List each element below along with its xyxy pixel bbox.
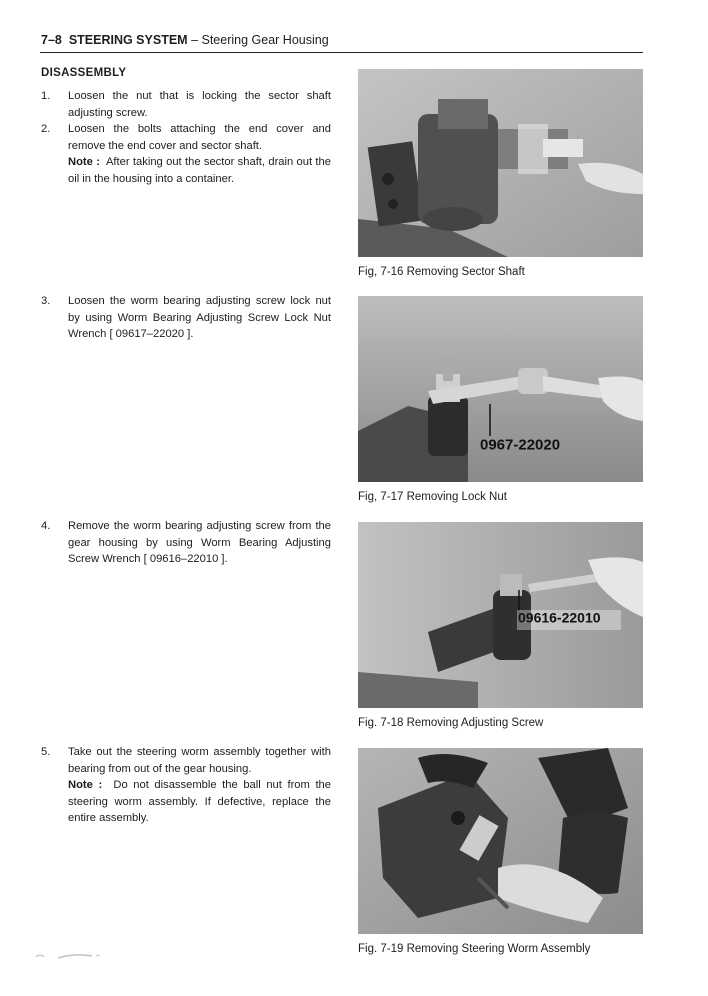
tool-number-label: 0967-22020: [480, 436, 561, 454]
step-3: [41, 293, 331, 343]
header-separator: –: [187, 33, 202, 47]
step-number: 5.: [41, 746, 51, 758]
section-title: DISASSEMBLY: [41, 67, 127, 79]
step-text: Take out the steering worm assembly together with bearing from out of the gear housing.: [68, 746, 331, 775]
figure-caption: Fig. 7-18 Removing Adjusting Screw: [358, 717, 544, 729]
step-note: [68, 154, 331, 187]
page-number: 7–8: [41, 33, 62, 47]
note-label: Note :: [68, 779, 103, 792]
step-5: [41, 744, 331, 827]
note-text: Do not disassemble the ball nut from the steering worm assembly. If defective, replace the entire assembly.: [68, 779, 331, 825]
scan-smudge: [34, 949, 124, 963]
step-text: Loosen the nut that is locking the sector shaft adjusting screw.: [68, 90, 331, 119]
step-note: [68, 777, 331, 827]
tool-number-label: 09616-22010: [518, 609, 601, 626]
figure-photo-lock-nut: [358, 296, 643, 482]
step-number: 1.: [41, 90, 51, 102]
step-number: 2.: [41, 123, 51, 135]
subsection-name: Steering Gear Housing: [201, 33, 329, 47]
note-text: After taking out the sector shaft, drain out the oil in the housing into a container.: [68, 156, 331, 185]
note-label: Note :: [68, 156, 100, 169]
figure-caption: Fig, 7-16 Removing Sector Shaft: [358, 266, 525, 278]
step-2: [41, 121, 331, 187]
figure-caption: Fig, 7-17 Removing Lock Nut: [358, 491, 507, 503]
step-text: Loosen the bolts attaching the end cover and remove the end cover and sector shaft.: [68, 123, 331, 152]
step-number: 4.: [41, 520, 51, 532]
step-1: [41, 88, 331, 121]
figure-photo-steering-worm: [358, 748, 643, 934]
section-name: STEERING SYSTEM: [68, 33, 188, 47]
figure-photo-sector-shaft: [358, 69, 643, 257]
figure-caption: Fig. 7-19 Removing Steering Worm Assembly: [358, 943, 591, 955]
step-number: 3.: [41, 295, 51, 307]
step-text: Loosen the worm bearing adjusting screw lock nut by using Worm Bearing Adjusting Screw Lock Nut Wrench [ 09617–22020 ].: [68, 295, 331, 341]
page-header: [41, 33, 329, 47]
step-text: Remove the worm bearing adjusting screw from the gear housing by using Worm Bearing Adjusting Screw Wrench [ 09616–22010 ].: [68, 520, 331, 566]
header-rule: [40, 52, 643, 53]
figure-photo-adjusting-screw: [358, 522, 643, 708]
step-4: [41, 518, 331, 568]
